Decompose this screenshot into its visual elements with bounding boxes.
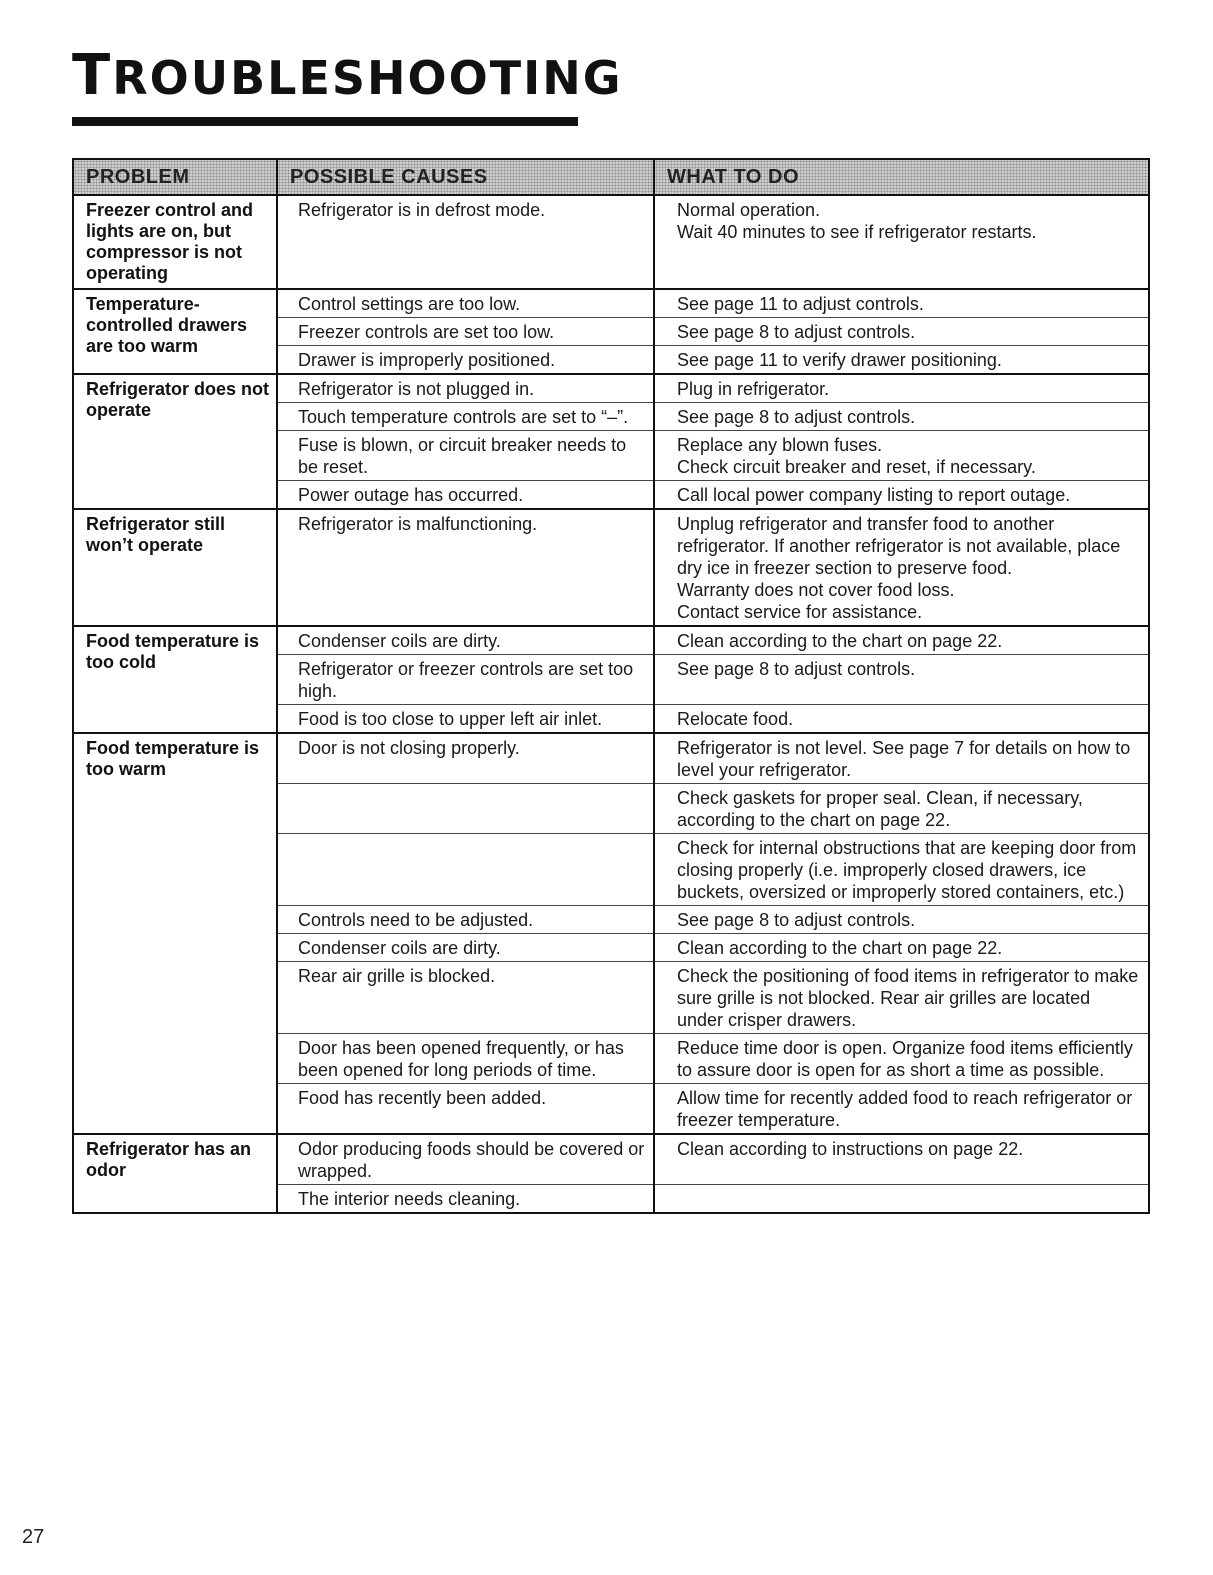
what-to-do-line: Reduce time door is open. Organize food items efficiently to assure door is open for as short a time as possible. [677,1038,1133,1080]
what-to-do-line: Refrigerator is not level. See page 7 for details on how to level your refrigerator. [677,738,1131,780]
what-to-do-line: Replace any blown fuses. [677,435,883,455]
what-to-do-line: Unplug refrigerator and transfer food to another refrigerator. If another refrigerator is not available, place dry ice in freezer section to preserve food. [677,514,1121,578]
possible-cause-cell: Control settings are too low. [277,289,654,318]
what-to-do-line: Check circuit breaker and reset, if necessary. [677,457,1036,477]
possible-cause-cell: Odor producing foods should be covered or wrapped. [277,1134,654,1185]
what-to-do-cell [654,705,1149,734]
table-body [73,195,1149,1213]
possible-cause-cell: Fuse is blown, or circuit breaker needs to be reset. [277,431,654,481]
problem-cell: Food temperature is too cold [73,626,277,733]
table-row [73,626,1149,655]
possible-cause-cell: Door is not closing properly. [277,733,654,784]
what-to-do-line: Relocate food. [677,709,794,729]
what-to-do-line: Contact service for assistance. [677,602,923,622]
possible-cause-cell: Condenser coils are dirty. [277,626,654,655]
what-to-do-line: See page 8 to adjust controls. [677,910,916,930]
possible-cause-cell: Rear air grille is blocked. [277,962,654,1034]
possible-cause-cell: The interior needs cleaning. [277,1185,654,1214]
what-to-do-line: Allow time for recently added food to reach refrigerator or freezer temperature. [677,1088,1133,1130]
possible-cause-cell: Refrigerator or freezer controls are set too high. [277,655,654,705]
what-to-do-cell [654,784,1149,834]
page-number: 27 [22,1526,45,1548]
problem-cell: Refrigerator does not operate [73,374,277,509]
what-to-do-cell [654,962,1149,1034]
what-to-do-cell [654,834,1149,906]
troubleshooting-table [72,158,1150,1214]
possible-cause-cell: Refrigerator is in defrost mode. [277,195,654,289]
what-to-do-line: See page 8 to adjust controls. [677,407,916,427]
what-to-do-line: Clean according to the chart on page 22. [677,938,1003,958]
what-to-do-line: See page 8 to adjust controls. [677,322,916,342]
problem-cell: Freezer control and lights are on, but compressor is not operating [73,195,277,289]
what-to-do-cell [654,481,1149,510]
what-to-do-cell [654,346,1149,375]
title-underline [72,117,578,126]
header-what-to-do: WHAT TO DO [654,159,1149,195]
table-row [73,374,1149,403]
header-possible-causes: POSSIBLE CAUSES [277,159,654,195]
table-row [73,509,1149,626]
table-row [73,195,1149,289]
possible-cause-cell: Condenser coils are dirty. [277,934,654,962]
what-to-do-cell [654,431,1149,481]
page-title-initial: T [72,43,113,108]
problem-cell: Refrigerator still won’t operate [73,509,277,626]
problem-cell: Temperature-controlled drawers are too warm [73,289,277,374]
what-to-do-cell [654,626,1149,655]
possible-cause-cell: Controls need to be adjusted. [277,906,654,934]
what-to-do-line: Clean according to the chart on page 22. [677,631,1003,651]
page-title-rest: ROUBLESHOOTING [112,51,623,105]
what-to-do-cell [654,1084,1149,1135]
problem-cell: Food temperature is too warm [73,733,277,1134]
what-to-do-cell [654,1034,1149,1084]
possible-cause-cell: Food is too close to upper left air inlet. [277,705,654,734]
possible-cause-cell: Touch temperature controls are set to “–”. [277,403,654,431]
what-to-do-line: Normal operation. [677,200,821,220]
what-to-do-cell [654,318,1149,346]
what-to-do-line: Plug in refrigerator. [677,379,830,399]
what-to-do-line: See page 11 to verify drawer positioning. [677,350,1002,370]
problem-cell: Refrigerator has an odor [73,1134,277,1213]
possible-cause-cell [277,834,654,906]
what-to-do-cell [654,733,1149,784]
table-row [73,289,1149,318]
what-to-do-cell [654,374,1149,403]
table-header-row [73,159,1149,195]
what-to-do-line: Clean according to instructions on page 22. [677,1139,1024,1159]
table-row [73,1134,1149,1185]
what-to-do-line: Check for internal obstructions that are keeping door from closing properly (i.e. improperly closed drawers, ice buckets, oversized or improperly stored containers, etc.) [677,838,1137,902]
table-row [73,733,1149,784]
what-to-do-cell [654,1185,1149,1214]
what-to-do-cell [654,195,1149,289]
what-to-do-cell [654,655,1149,705]
what-to-do-cell [654,403,1149,431]
possible-cause-cell: Food has recently been added. [277,1084,654,1135]
what-to-do-line: Check gaskets for proper seal. Clean, if necessary, according to the chart on page 22. [677,788,1083,830]
what-to-do-cell [654,509,1149,626]
what-to-do-cell [654,289,1149,318]
what-to-do-cell [654,1134,1149,1185]
what-to-do-line: Check the positioning of food items in refrigerator to make sure grille is not blocked. Rear air grilles are located under crisper drawers. [677,966,1139,1030]
possible-cause-cell: Refrigerator is malfunctioning. [277,509,654,626]
possible-cause-cell: Power outage has occurred. [277,481,654,510]
page-title [72,44,622,110]
possible-cause-cell [277,784,654,834]
what-to-do-line: Wait 40 minutes to see if refrigerator restarts. [677,222,1037,242]
what-to-do-line: See page 8 to adjust controls. [677,659,916,679]
possible-cause-cell: Freezer controls are set too low. [277,318,654,346]
possible-cause-cell: Drawer is improperly positioned. [277,346,654,375]
possible-cause-cell: Refrigerator is not plugged in. [277,374,654,403]
possible-cause-cell: Door has been opened frequently, or has been opened for long periods of time. [277,1034,654,1084]
what-to-do-line: See page 11 to adjust controls. [677,294,924,314]
what-to-do-line: Call local power company listing to report outage. [677,485,1071,505]
what-to-do-cell [654,906,1149,934]
what-to-do-line: Warranty does not cover food loss. [677,580,955,600]
header-problem: PROBLEM [73,159,277,195]
what-to-do-cell [654,934,1149,962]
